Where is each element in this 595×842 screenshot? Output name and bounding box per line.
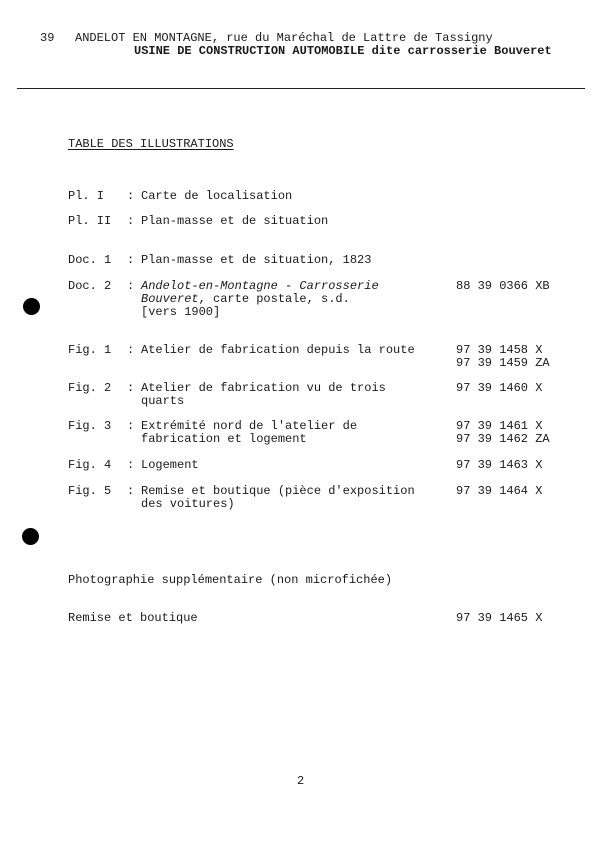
entry-ref: Pl. I xyxy=(68,189,105,203)
document-subtitle: USINE DE CONSTRUCTION AUTOMOBILE dite carrosserie Bouveret xyxy=(134,44,552,58)
entry-code: 97 39 1463 X xyxy=(456,458,543,472)
entry-code: 88 39 0366 XB xyxy=(456,279,550,293)
entry-ref: Doc. 2 xyxy=(68,279,112,293)
entry-separator: : xyxy=(127,458,135,472)
entry-code: 97 39 1462 ZA xyxy=(456,432,550,446)
entry-code: 97 39 1464 X xyxy=(456,484,543,498)
entry-ref: Pl. II xyxy=(68,214,112,228)
entry-description: Plan-masse et de situation, 1823 xyxy=(141,253,372,267)
entry-separator: : xyxy=(127,214,135,228)
entry-code: 97 39 1458 X xyxy=(456,343,543,357)
entry-separator: : xyxy=(127,484,135,498)
entry-ref: Fig. 2 xyxy=(68,381,112,395)
supplement-title: Photographie supplémentaire (non microfichée) xyxy=(68,573,393,587)
entry-separator: : xyxy=(127,279,135,293)
entry-code: 97 39 1459 ZA xyxy=(456,356,550,370)
entry-code: 97 39 1461 X xyxy=(456,419,543,433)
punch-hole-top xyxy=(23,298,40,315)
section-title: TABLE DES ILLUSTRATIONS xyxy=(68,137,234,151)
supplement-item-code: 97 39 1465 X xyxy=(456,611,543,625)
entry-ref: Fig. 4 xyxy=(68,458,112,472)
entry-ref: Fig. 5 xyxy=(68,484,112,498)
entry-ref: Fig. 1 xyxy=(68,343,112,357)
entry-separator: : xyxy=(127,343,135,357)
entry-ref: Fig. 3 xyxy=(68,419,112,433)
entry-description-italic: Bouveret xyxy=(141,292,199,306)
address-line: ANDELOT EN MONTAGNE, rue du Maréchal de Lattre de Tassigny xyxy=(75,31,493,45)
entry-description: Extrémité nord de l'atelier de xyxy=(141,419,358,433)
entry-code: 97 39 1460 X xyxy=(456,381,543,395)
entry-description: Atelier de fabrication vu de trois xyxy=(141,381,386,395)
page-number: 2 xyxy=(297,774,305,788)
entry-description: Atelier de fabrication depuis la route xyxy=(141,343,415,357)
entry-description: quarts xyxy=(141,394,185,408)
entry-separator: : xyxy=(127,419,135,433)
entry-separator: : xyxy=(127,189,135,203)
entry-description-rest: , carte postale, s.d. xyxy=(198,292,350,306)
entry-description: fabrication et logement xyxy=(141,432,307,446)
supplement-item-label: Remise et boutique xyxy=(68,611,198,625)
entry-separator: : xyxy=(127,381,135,395)
entry-description: Plan-masse et de situation xyxy=(141,214,329,228)
entry-description: Logement xyxy=(141,458,199,472)
entry-description: des voitures) xyxy=(141,497,235,511)
entry-separator: : xyxy=(127,253,135,267)
entry-description-italic: Andelot-en-Montagne - Carrosserie xyxy=(141,279,379,293)
entry-description-date: [vers 1900] xyxy=(141,305,221,319)
entry-description: Remise et boutique (pièce d'exposition xyxy=(141,484,415,498)
punch-hole-bottom xyxy=(22,528,39,545)
entry-ref: Doc. 1 xyxy=(68,253,112,267)
header-rule xyxy=(17,88,585,89)
entry-description: Carte de localisation xyxy=(141,189,293,203)
department-number: 39 xyxy=(40,31,55,45)
